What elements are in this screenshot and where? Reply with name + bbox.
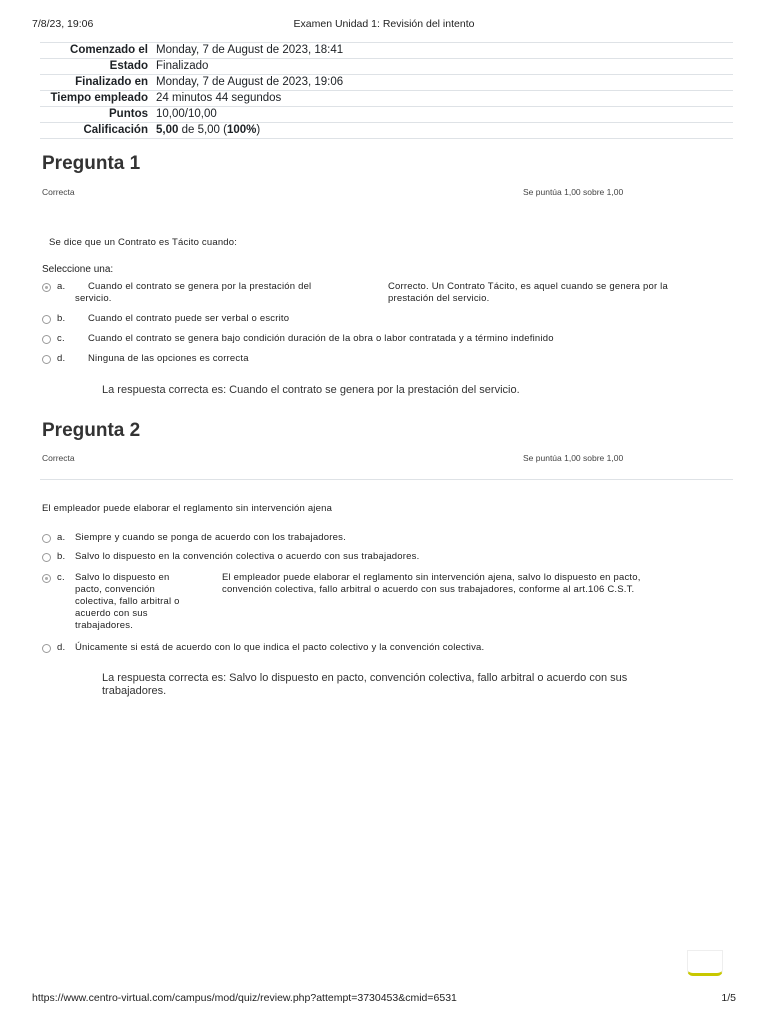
radio-button-icon[interactable] — [42, 644, 51, 653]
radio-button-icon[interactable] — [42, 574, 51, 583]
summary-row — [40, 59, 733, 75]
option-text-line: trabajadores. — [75, 620, 134, 631]
summary-label: Comenzado el — [40, 43, 152, 59]
summary-row — [40, 43, 733, 59]
radio-button-icon[interactable] — [42, 553, 51, 562]
summary-value: Monday, 7 de August de 2023, 19:06 — [152, 75, 733, 91]
summary-value: Monday, 7 de August de 2023, 18:41 — [152, 43, 733, 59]
option-letter: b. — [57, 551, 66, 562]
question-1-right-answer: La respuesta correcta es: Cuando el contrato se genera por la prestación del servicio. — [102, 384, 520, 396]
page-url: https://www.centro-virtual.com/campus/mod/quiz/review.php?attempt=3730453&cmid=6531 — [32, 992, 457, 1004]
right-answer-line: La respuesta correcta es: Salvo lo dispuesto en pacto, convención colectiva, fallo arbitral o acuerdo con sus — [102, 672, 628, 684]
question-1-option-b[interactable] — [42, 313, 722, 327]
option-feedback: Correcto. Un Contrato Tácito, es aquel cuando se genera por la — [388, 281, 668, 292]
question-2-option-d[interactable] — [42, 642, 722, 656]
option-letter: d. — [57, 353, 66, 364]
option-letter: c. — [57, 572, 65, 583]
summary-value: Finalizado — [152, 59, 733, 75]
option-text-continued: servicio. — [75, 293, 112, 304]
print-header — [32, 18, 736, 32]
radio-button-icon[interactable] — [42, 355, 51, 364]
option-feedback: El empleador puede elaborar el reglamento sin intervención ajena, salvo lo dispuesto en pacto, — [222, 572, 641, 583]
question-2-text: El empleador puede elaborar el reglamento sin intervención ajena — [42, 503, 333, 514]
question-1-text: Se dice que un Contrato es Tácito cuando: — [49, 237, 238, 248]
summary-label: Finalizado en — [40, 75, 152, 91]
chat-widget-button[interactable] — [687, 950, 723, 976]
grade-close: ) — [256, 124, 261, 136]
radio-button-icon[interactable] — [42, 335, 51, 344]
print-footer — [32, 992, 736, 1006]
page-number: 1/5 — [721, 992, 736, 1004]
option-text-line: pacto, convención — [75, 584, 155, 595]
question-1-option-c[interactable] — [42, 333, 722, 347]
grade-score: 5,00 — [156, 124, 179, 136]
option-letter: d. — [57, 642, 66, 653]
summary-label: Tiempo empleado — [40, 91, 152, 107]
grade-value — [152, 123, 733, 139]
option-feedback-continued: convención colectiva, fallo arbitral o acuerdo con sus trabajadores, conforme al art.106 C.S.T. — [222, 584, 635, 595]
question-1-grade: Se puntúa 1,00 sobre 1,00 — [523, 187, 624, 197]
attempt-summary-table — [40, 42, 733, 139]
option-text: Siempre y cuando se ponga de acuerdo con los trabajadores. — [75, 532, 346, 543]
summary-row — [40, 107, 733, 123]
summary-value: 24 minutos 44 segundos — [152, 91, 733, 107]
question-1-prompt: Seleccione una: — [42, 264, 114, 275]
option-letter: a. — [57, 281, 66, 292]
summary-label: Calificación — [40, 123, 152, 139]
summary-row — [40, 91, 733, 107]
option-letter: b. — [57, 313, 66, 324]
question-1-option-a[interactable] — [42, 281, 722, 307]
question-2-option-b[interactable] — [42, 551, 722, 565]
question-2-option-a[interactable] — [42, 532, 722, 546]
option-feedback-continued: prestación del servicio. — [388, 293, 490, 304]
divider — [40, 479, 733, 480]
option-letter: a. — [57, 532, 66, 543]
grade-percent: 100% — [226, 124, 257, 136]
summary-label: Puntos — [40, 107, 152, 123]
option-text: Salvo lo dispuesto en la convención colectiva o acuerdo con sus trabajadores. — [75, 551, 420, 562]
option-text-line: colectiva, fallo arbitral o — [75, 596, 180, 607]
option-text-line: acuerdo con sus — [75, 608, 148, 619]
option-text: Cuando el contrato puede ser verbal o escrito — [88, 313, 290, 324]
question-2-grade: Se puntúa 1,00 sobre 1,00 — [523, 453, 624, 463]
option-text: Cuando el contrato se genera bajo condición duración de la obra o labor contratada y a término indefinido — [88, 333, 554, 344]
option-text: Ninguna de las opciones es correcta — [88, 353, 249, 364]
question-1-state: Correcta — [42, 187, 75, 197]
summary-value: 10,00/10,00 — [152, 107, 733, 123]
radio-button-icon[interactable] — [42, 315, 51, 324]
option-letter: c. — [57, 333, 65, 344]
question-2-right-answer — [102, 672, 627, 698]
question-1-title: Pregunta 1 — [42, 153, 141, 174]
print-date: 7/8/23, 19:06 — [32, 18, 94, 30]
option-text: Únicamente si está de acuerdo con lo que indica el pacto colectivo y la convención colectiva. — [75, 642, 485, 653]
question-2-title: Pregunta 2 — [42, 420, 141, 441]
radio-button-icon[interactable] — [42, 534, 51, 543]
summary-label: Estado — [40, 59, 152, 75]
summary-row — [40, 123, 733, 139]
radio-button-icon[interactable] — [42, 283, 51, 292]
print-title: Examen Unidad 1: Revisión del intento — [293, 18, 475, 30]
question-2-option-c[interactable] — [42, 572, 722, 634]
question-1-option-d[interactable] — [42, 353, 722, 367]
option-text-line: Salvo lo dispuesto en — [75, 572, 170, 583]
question-2-state: Correcta — [42, 453, 75, 463]
summary-row — [40, 75, 733, 91]
grade-of: de 5,00 ( — [178, 124, 227, 136]
option-text: Cuando el contrato se genera por la prestación del — [88, 281, 312, 292]
right-answer-line: trabajadores. — [102, 685, 167, 697]
